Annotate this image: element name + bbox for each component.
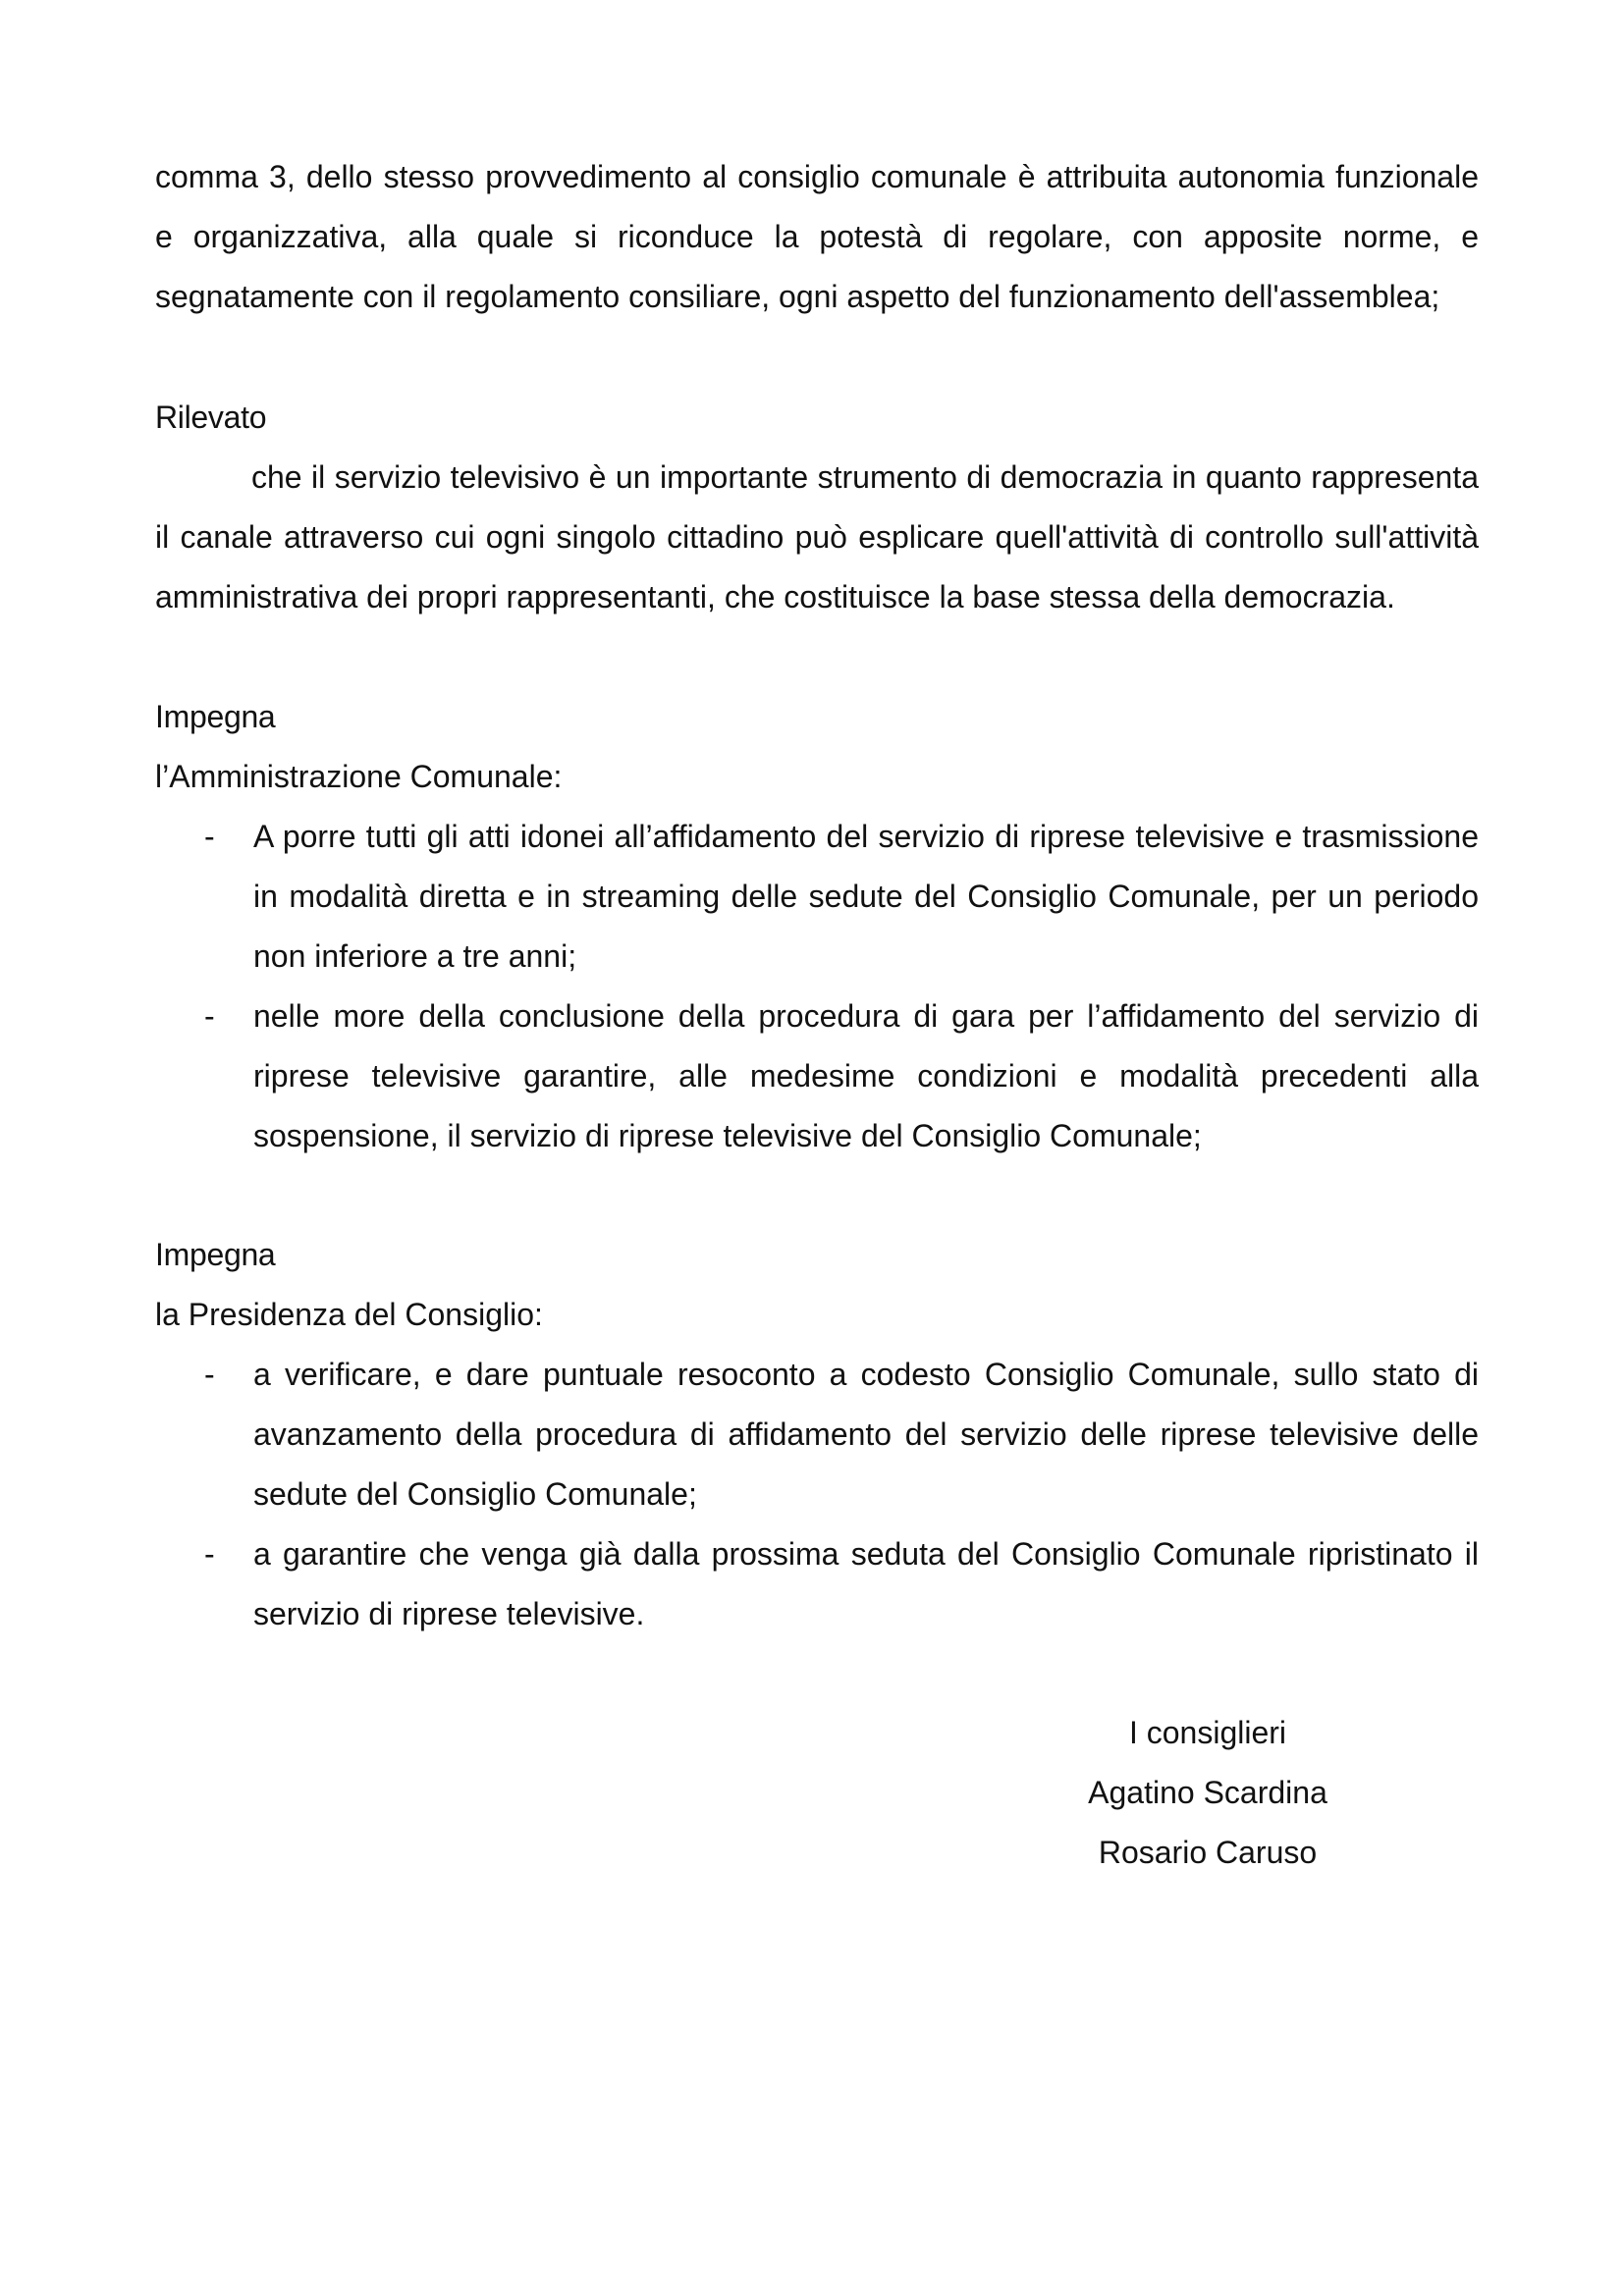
impegna-amministrazione-intro: l’Amministrazione Comunale: [155, 759, 563, 794]
signature-title: I consiglieri [1128, 1715, 1287, 1750]
list-item-text: nelle more della conclusione della procedura di gara per l’affidamento del servizio di riprese televisive garantire, alle medesime condizioni e modalità precedenti alla sospensione, il servizio di riprese televisive del Consiglio Comunale; [253, 998, 1479, 1153]
signature-name: Agatino Scardina [1088, 1775, 1327, 1810]
section-heading-impegna-presidenza: Impegna [155, 1237, 276, 1272]
rilevato-paragraph: che il servizio televisivo è un importante strumento di democrazia in quanto rappresenta il canale attraverso cui ogni singolo cittadino può esplicare quell'attività di controllo sull'attività amministrativa dei propri rappresentanti, che costituisce la base stessa della democrazia. [155, 459, 1479, 614]
section-heading-rilevato: Rilevato [155, 400, 267, 435]
section-heading-impegna-amministrazione: Impegna [155, 699, 276, 734]
list-item-text: a garantire che venga già dalla prossima seduta del Consiglio Comunale ripristinato il servizio di riprese televisive. [253, 1536, 1479, 1631]
list-item [155, 807, 1479, 987]
signature-name: Rosario Caruso [1098, 1835, 1318, 1870]
list-dash: - [204, 819, 215, 854]
impegna-amministrazione-list [155, 807, 1479, 1166]
intro-paragraph: comma 3, dello stesso provvedimento al consiglio comunale è attribuita autonomia funzionale e organizzativa, alla quale si riconduce la potestà di regolare, con apposite norme, e segnatamente con il regolamento consiliare, ogni aspetto del funzionamento dell'assemblea; [155, 159, 1479, 314]
list-item [155, 1345, 1479, 1524]
list-item [155, 1524, 1479, 1644]
signature-block [1011, 1703, 1404, 1883]
impegna-presidenza-list [155, 1345, 1479, 1644]
list-dash: - [204, 1536, 215, 1572]
list-item [155, 987, 1479, 1166]
list-item-text: A porre tutti gli atti idonei all’affidamento del servizio di riprese televisive e trasmissione in modalità diretta e in streaming delle sedute del Consiglio Comunale, per un periodo non inferiore a tre anni; [253, 819, 1479, 974]
list-dash: - [204, 998, 215, 1034]
list-dash: - [204, 1357, 215, 1392]
impegna-presidenza-intro: la Presidenza del Consiglio: [155, 1297, 543, 1332]
list-item-text: a verificare, e dare puntuale resoconto a codesto Consiglio Comunale, sullo stato di avanzamento della procedura di affidamento del servizio delle riprese televisive delle sedute del Consiglio Comunale; [253, 1357, 1479, 1512]
